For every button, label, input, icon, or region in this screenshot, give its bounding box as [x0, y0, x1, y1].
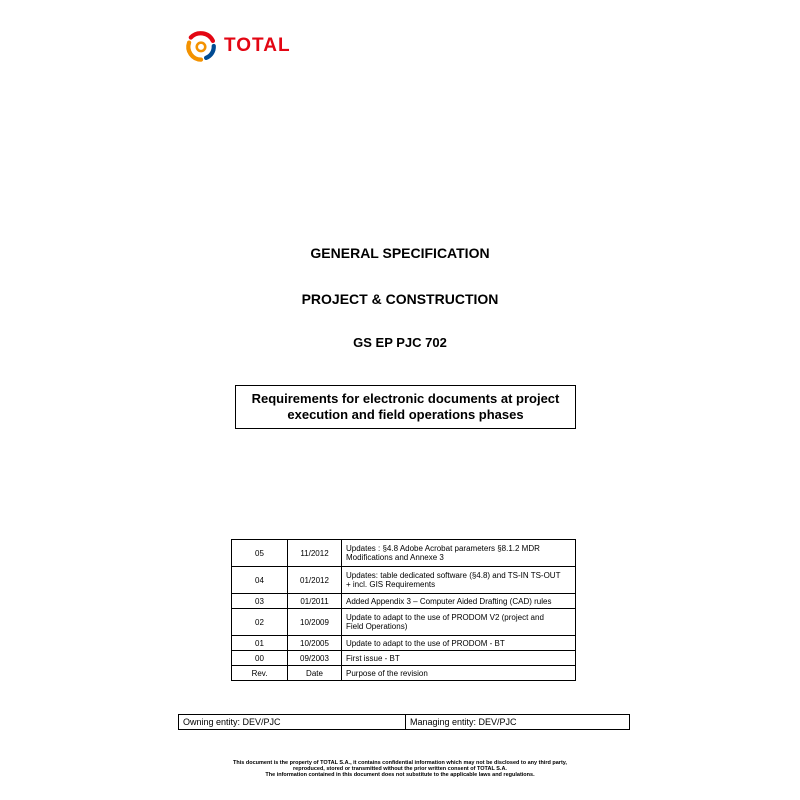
rev-cell: 05 [232, 540, 288, 567]
purpose-line: Updates: table dedicated software (§4.8) and TS-IN TS-OUT [346, 571, 561, 580]
date-cell: 01/2012 [288, 567, 342, 594]
purpose-line: First issue - BT [346, 653, 400, 663]
rev-cell: 02 [232, 609, 288, 636]
managing-entity: Managing entity: DEV/PJC [410, 717, 517, 727]
document-subject-box [235, 385, 576, 429]
purpose-line: + incl. GIS Requirements [346, 580, 436, 589]
date-cell: 01/2011 [288, 594, 342, 609]
purpose-line: Modifications and Annexe 3 [346, 553, 444, 562]
category-title: PROJECT & CONSTRUCTION [301, 291, 499, 307]
table-row [232, 609, 576, 636]
footer-line-3: The information contained in this document does not substitute to the applicable laws and regulations. [265, 772, 535, 778]
entity-box [178, 714, 630, 730]
document-code: GS EP PJC 702 [353, 335, 447, 350]
general-specification-title: GENERAL SPECIFICATION [310, 245, 490, 261]
table-row [232, 651, 576, 666]
purpose-cell [342, 594, 576, 609]
date-header: Date [288, 666, 342, 681]
purpose-line: Added Appendix 3 – Computer Aided Drafting (CAD) rules [346, 596, 552, 606]
logo-text: TOTAL [224, 35, 291, 56]
date-cell: 10/2005 [288, 636, 342, 651]
table-row [232, 540, 576, 567]
purpose-cell [342, 636, 576, 651]
purpose-cell [342, 609, 576, 636]
purpose-line: Update to adapt to the use of PRODOM V2 (project and [346, 613, 544, 622]
purpose-cell [342, 651, 576, 666]
rev-cell: 04 [232, 567, 288, 594]
footer-line-2: reproduced, stored or transmitted without the prior written consent of TOTAL S.A. [293, 766, 507, 772]
subject-line-1: Requirements for electronic documents at project [251, 391, 560, 406]
purpose-header: Purpose of the revision [342, 666, 576, 681]
subject-line-2: execution and field operations phases [287, 407, 524, 422]
table-header-row [232, 666, 576, 681]
purpose-cell [342, 540, 576, 567]
confidentiality-notice [0, 760, 800, 778]
total-logo [184, 26, 314, 66]
date-cell: 11/2012 [288, 540, 342, 567]
rev-cell: 01 [232, 636, 288, 651]
revision-table [231, 539, 576, 681]
total-logo-icon [184, 29, 218, 63]
date-cell: 09/2003 [288, 651, 342, 666]
purpose-line: Updates : §4.8 Adobe Acrobat parameters §8.1.2 MDR [346, 544, 540, 553]
footer-line-1: This document is the property of TOTAL S.A., it contains confidential information which may not be disclosed to any third party, [233, 760, 567, 766]
purpose-cell [342, 567, 576, 594]
rev-cell: 00 [232, 651, 288, 666]
table-row [232, 636, 576, 651]
purpose-line: Field Operations) [346, 622, 408, 631]
table-row [232, 594, 576, 609]
date-cell: 10/2009 [288, 609, 342, 636]
rev-cell: 03 [232, 594, 288, 609]
rev-header: Rev. [232, 666, 288, 681]
purpose-line: Update to adapt to the use of PRODOM - BT [346, 638, 505, 648]
owning-entity: Owning entity: DEV/PJC [179, 715, 406, 729]
table-row [232, 567, 576, 594]
